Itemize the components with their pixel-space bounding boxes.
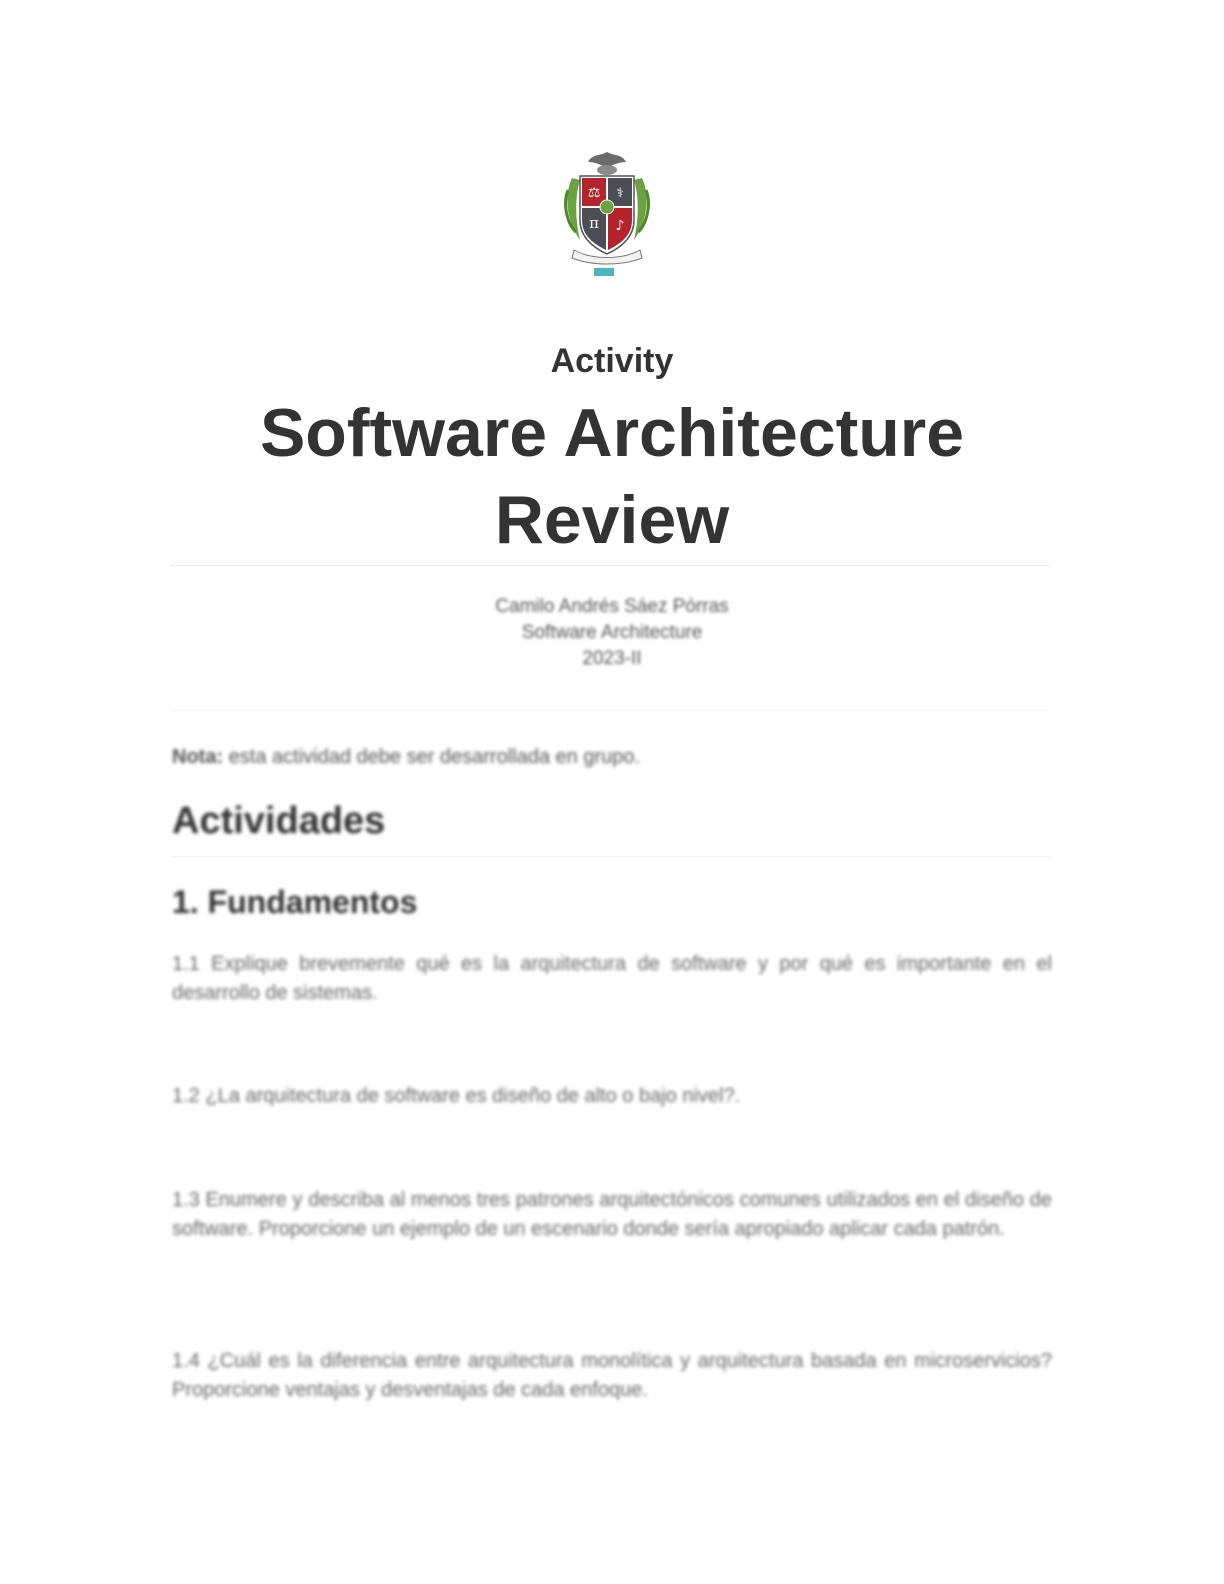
document-kicker: Activity [550, 342, 674, 380]
question-1-2: 1.2 ¿La arquitectura de software es diseño de alto o bajo nivel?. [172, 1085, 741, 1107]
divider [170, 856, 1050, 857]
question-1-1: 1.1 Explique brevemente qué es la arquitectura de software y por qué es importante en el desarrollo de sistemas. [172, 953, 1052, 1004]
divider [170, 710, 1050, 711]
question-1-3: 1.3 Enumere y describa al menos tres patrones arquitectónicos comunes utilizados en el diseño de software. Proporcione un ejemplo de un escenario donde sería apropiado aplicar cada patrón. [172, 1189, 1052, 1240]
course-name: Software Architecture [521, 622, 703, 643]
svg-text:⚖: ⚖ [587, 185, 601, 201]
document-title: Software Architecture Review [259, 395, 965, 558]
svg-text:♪: ♪ [615, 218, 625, 234]
svg-text:π: π [589, 214, 599, 232]
university-crest-logo [562, 150, 652, 280]
svg-text:⚕: ⚕ [616, 186, 624, 201]
question-1-4: 1.4 ¿Cuál es la diferencia entre arquitectura monolítica y arquitectura basada en microservicios? Proporcione ventajas y desventajas de cada enfoque. [172, 1350, 1052, 1401]
section-heading-fundamentals: 1. Fundamentos [172, 884, 418, 920]
section-heading-activities: Actividades [172, 800, 386, 842]
term-label: 2023-II [582, 648, 642, 669]
group-note [172, 746, 640, 769]
divider [170, 565, 1050, 566]
document-meta [0, 594, 1224, 672]
note-label: Nota: [172, 746, 224, 768]
note-text: esta actividad debe ser desarrollada en grupo. [223, 746, 641, 768]
author-name: Camilo Andrés Sáez Pórras [495, 596, 729, 617]
crest-icon [562, 150, 652, 280]
